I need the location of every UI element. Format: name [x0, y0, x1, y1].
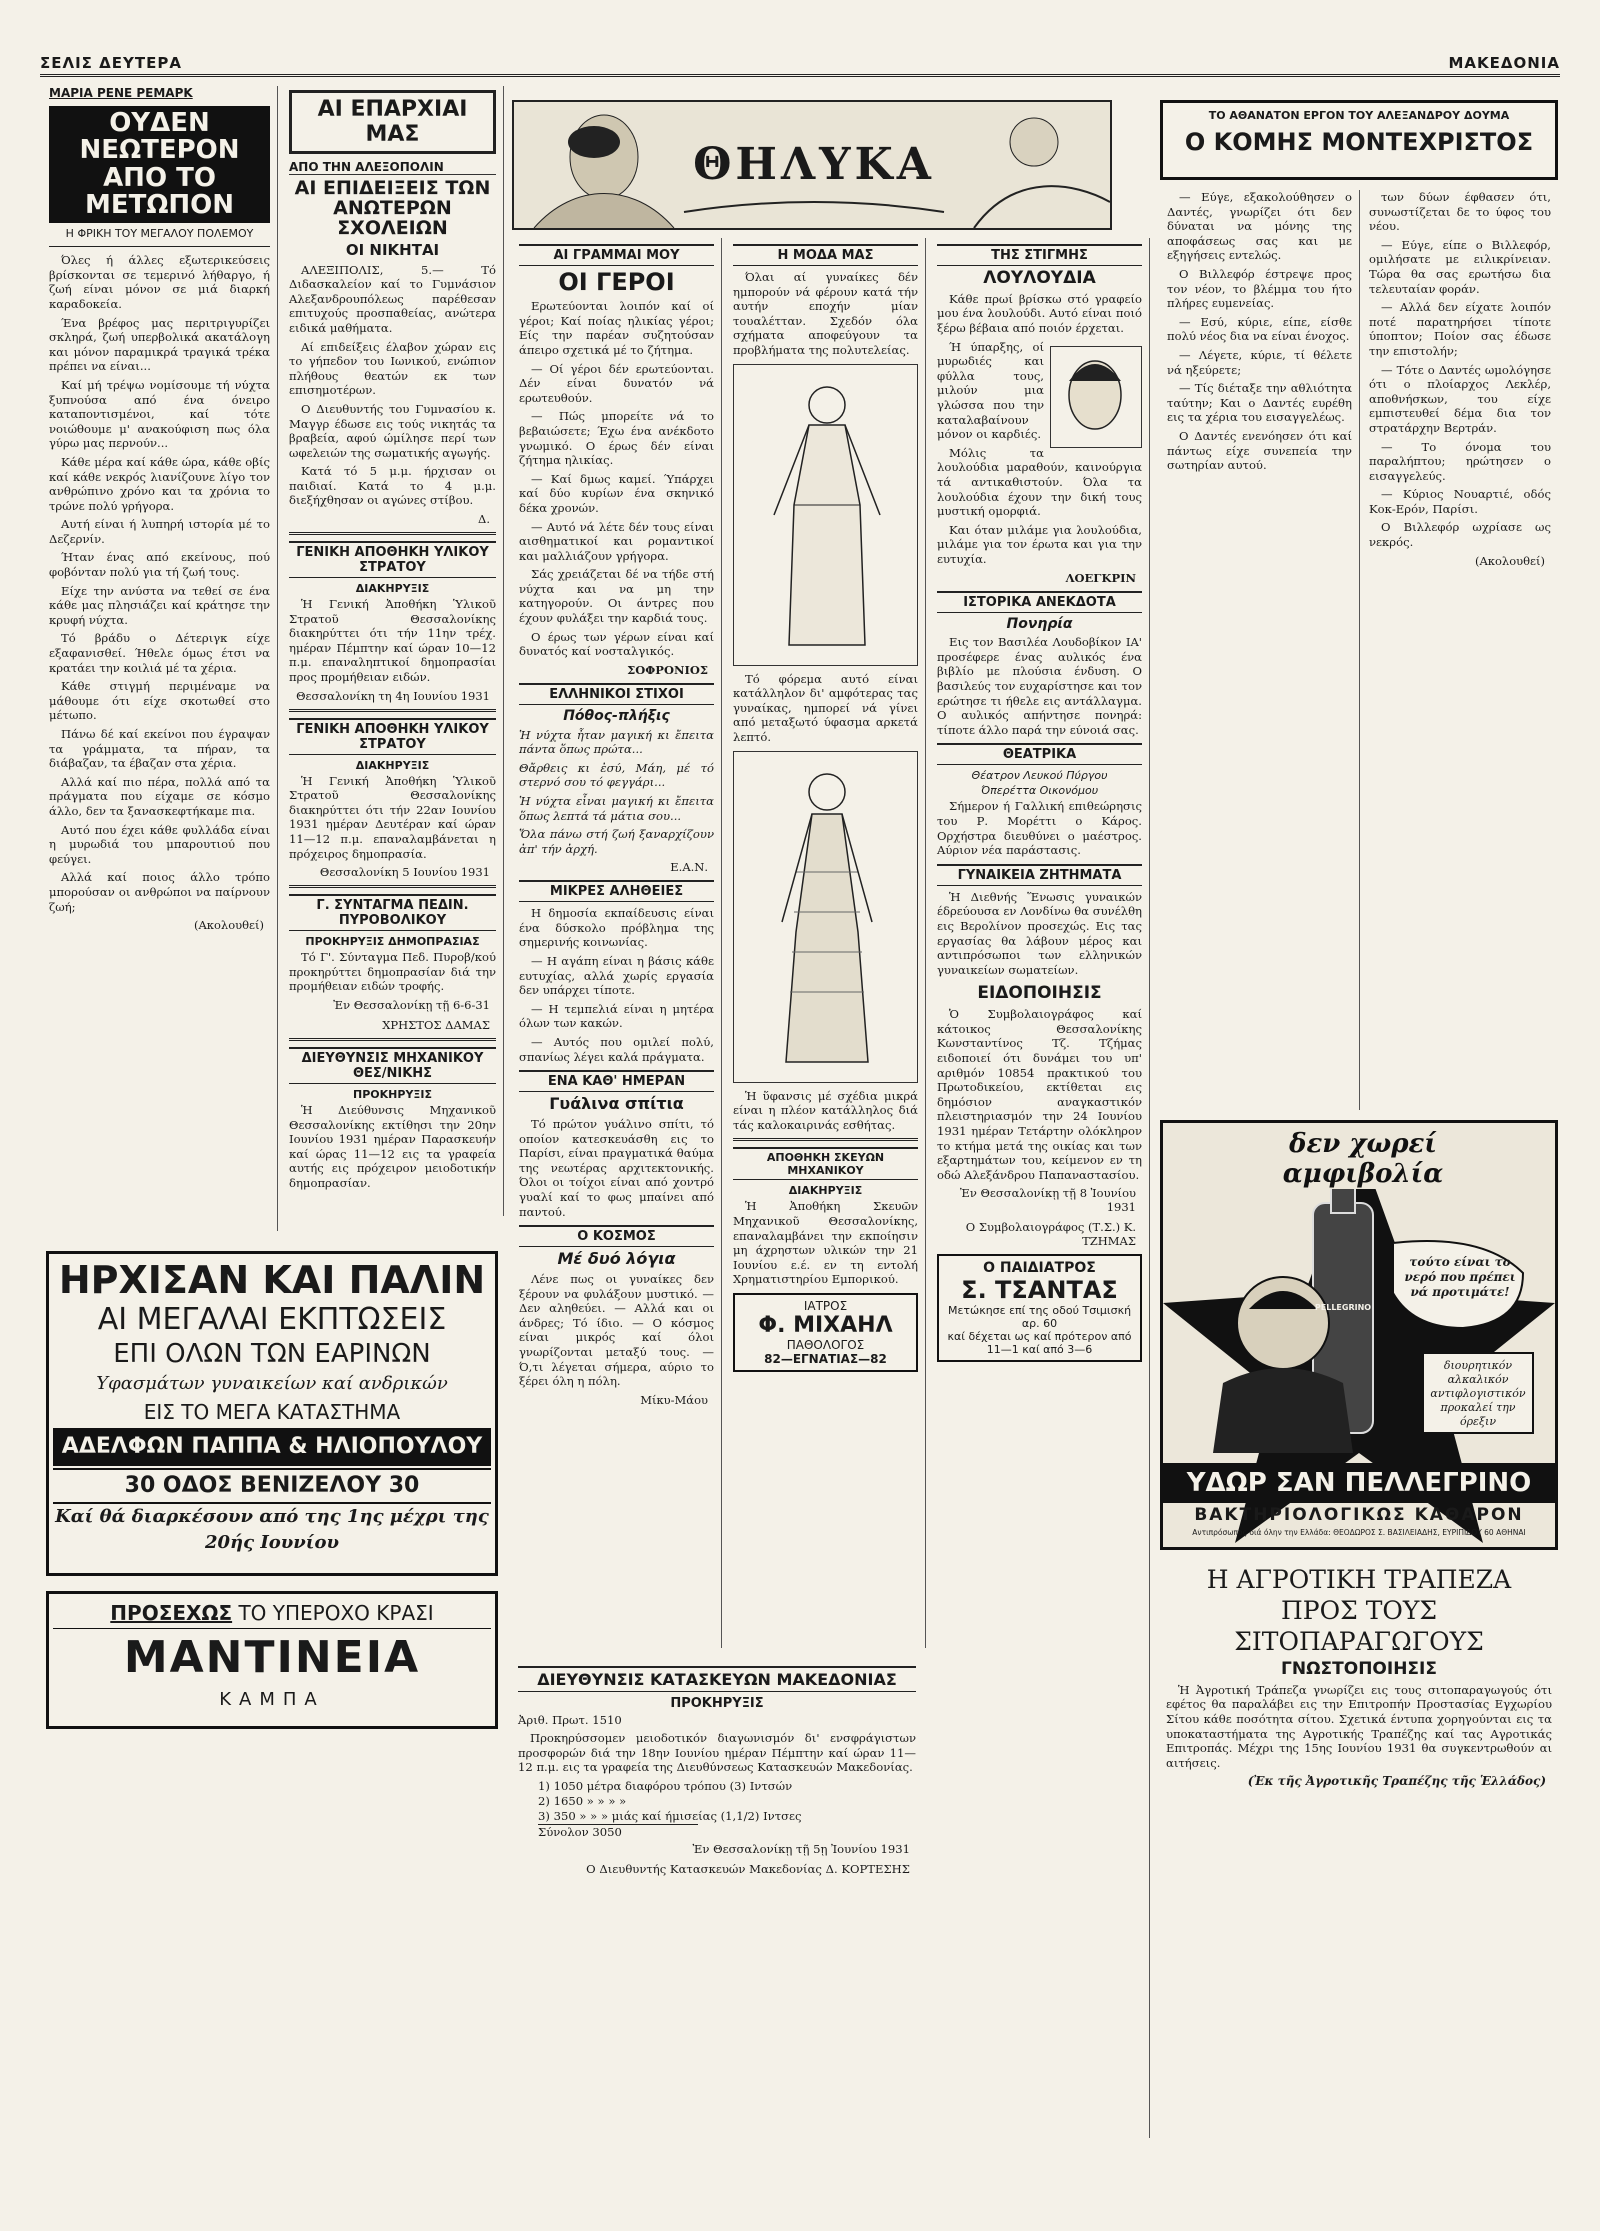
notice-date: Θεσσαλονίκη τη 4η Ιουνίου 1931 [296, 688, 490, 703]
paragraph: των δύων έφθασεν ότι, συνωστίζεται δε το ύφος του νέου. [1369, 190, 1551, 234]
ad-brand: ΜΑΝΤΙΝΕΙΑ [123, 1632, 421, 1683]
paragraph: — Τότε ο Δαντές ωμολόγησε ότι ο πλοίαρχος Λεκλέρ, αποθνήσκων, του είχε εμπιστευθεί δέμα δια τον στρατάρχην Βερτράν. [1369, 362, 1551, 435]
notice-subtitle: ΠΡΟΚΗΡΥΞΙΣ [353, 1087, 432, 1101]
continued-note: (Ακολουθεί) [1475, 553, 1545, 568]
article-subtitle: Μέ δυό λόγια [557, 1249, 676, 1269]
section-head: ΓΥΝΑΙΚΕΙΑ ΖΗΤΗΜΑΤΑ [937, 864, 1142, 886]
notice-signer: Ο Διευθυντής Κατασκευών Μακεδονίας Δ. ΚΟΡΤΕΣΗΣ [586, 1861, 910, 1876]
notice-date: Ἐν Θεσσαλονίκῃ τῇ 6-6-31 [333, 997, 490, 1012]
paragraph: — Εύγε, είπε ο Βιλλεφόρ, ομιλήσατε με ειλικρίνειαν. Τώρα θα σας ερωτήσω δια τελευταίαν φοράν. [1369, 237, 1551, 296]
section-head: ΑΙ ΓΡΑΜΜΑΙ ΜΟΥ [519, 244, 714, 266]
ad-slogan: δεν χωρεί αμφιβολία [1223, 1129, 1503, 1189]
paragraph: — Οί γέροι δέν ερωτεύονται. Δέν είναι δυνατόν νά ερωτευθούν. [519, 361, 714, 405]
section-head: ΜΙΚΡΕΣ ΑΛΗΘΕΙΕΣ [519, 880, 714, 902]
article-subheadline: Η ΦΡΙΚΗ ΤΟΥ ΜΕΓΑΛΟΥ ΠΟΛΕΜΟΥ [65, 227, 254, 241]
ad-mantineia-wine [46, 1591, 498, 1729]
paragraph: — Αλλά δεν είχατε λοιπόν ποτέ παρατηρήσει τίποτε ύποπτον; Ποίον σας έδωσε την επιστολήν; [1369, 300, 1551, 358]
notice-signer: Ο Συμβολαιογράφος (Τ.Σ.) Κ. ΤΖΗΜΑΣ [965, 1220, 1136, 1249]
paragraph: Μόλις τα λουλούδια μαραθούν, καινούργια τά αντικαθιστούν. Όλα τα λουλούδια έχουν την δική τους μυστική ομορφιά. [937, 445, 1142, 519]
paragraph: — Καί δμως καμεί. Ύπάρχει καί δύο κυρίων ένα σκηνικό δέκα χρονών. [519, 471, 714, 515]
banner-title: ΘΗΛΥΚΑ [693, 139, 935, 190]
column-monte-b [1362, 190, 1558, 1110]
notice-text: Ἡ Γενική Ἀποθήκη Ὑλικοῦ Στρατοῦ Θεσσαλονίκης διακηρύττει ότι τήν 11ην τρέχ. ημέραν Πέμπτην καί ώραν 10—12 π.μ. επαναληπτικοί δημοπρασίαι προς προμήθειαν ειδών. [289, 597, 496, 685]
ad-line: ΕΙΣ ΤΟ ΜΕΓΑ ΚΑΤΑΣΤΗΜΑ [143, 1400, 401, 1424]
ad-claim: διουρητικόν αλκαλικόν αντιφλογιστικόν προκαλεί την όρεξιν [1430, 1359, 1526, 1428]
ad-san-pellegrino [1160, 1120, 1558, 1550]
ad-line: Υφασμάτων γυναικείων καί ανδρικών [96, 1373, 448, 1394]
ad-line: Μετώκησε επί της οδού Τσιμισκή αρ. 60 [947, 1304, 1132, 1331]
ad-store-sales [46, 1251, 498, 1576]
notice-source: (Ἐκ τῆς Ἀγροτικῆς Τραπέζης τῆς Ἑλλάδος) [1247, 1774, 1546, 1789]
paragraph: Αί επιδείξεις έλαβον χώραν εις το γήπεδον του Ιωνικού, ενώπιον πλήθους θεατών εκ των επισημοτέρων. [289, 339, 496, 398]
monte-cristo-header [1160, 100, 1558, 180]
notice-number: Ἀριθ. Πρωτ. 1510 [518, 1713, 622, 1727]
ad-line: ΤΟ ΥΠΕΡΟΧΟ ΚΡΑΣΙ [238, 1601, 434, 1625]
poem-line: Ἡ νύχτα εἶναι μαγική κι ἔπειτα ὅπως λεπτά τά μάτια σου... [519, 793, 714, 823]
paragraph: — Λέγετε, κύριε, τί θέλετε νά ηξεύρετε; [1167, 347, 1352, 377]
poem-line: Ὅλα πάνω στή ζωή ξαναρχίζουν ἀπ' τήν ἀρχή. [519, 827, 714, 856]
article-signature: Μίκυ-Μάου [640, 1392, 708, 1407]
ad-line: ΠΡΟΣΕΧΩΣ [110, 1601, 233, 1625]
page-label: ΣΕΛΙΣ ΔΕΥΤΕΡΑ [40, 54, 182, 72]
notice-item: 2) 1650 » » » » [538, 1793, 627, 1808]
notice-title: ΔΙΕΥΘΥΝΣΙΣ ΚΑΤΑΣΚΕΥΩΝ ΜΑΚΕΔΟΝΙΑΣ [518, 1666, 916, 1692]
ad-bubble: τούτο είναι το νερό που πρέπει νά προτιμάτε! [1404, 1255, 1516, 1299]
article-signature: ΣΟΦΡΟΝΙΟΣ [627, 662, 708, 677]
paper-name: ΜΑΚΕΔΟΝΙΑ [1448, 54, 1560, 72]
notice-text: Ἡ Ἀγροτική Τράπεζα γνωρίζει εις τους σιτοπαραγωγούς ότι εφέτος θα παραλάβει εις την Επιτροπήν Προστασίας Εγχωρίου Σίτου κάθε ποσότητα σίτου. Σχετικά έντυπα χορηγούνται εις τα υποκαταστήματα της Αγροτικής Τραπέζης καί τας Αγροτικάς Επιτροπάς. Μέχρι της 15ης Ιουνίου 1931 θα συγκεντρωθούν αι αιτήσεις. [1166, 1682, 1552, 1770]
ad-line: ΙΑΤΡΟΣ [803, 1298, 848, 1313]
notice-subtitle: ΔΙΑΚΗΡΥΞΙΣ [788, 1184, 863, 1198]
paragraph: Η δημοσία εκπαίδευσις είναι ένα δύσκολο πρόβλημα της σημερινής κοινωνίας. [519, 906, 714, 950]
column-moment [930, 238, 1150, 2138]
notice-agricultural-bank [1160, 1560, 1558, 2220]
ad-pediatrician [937, 1254, 1142, 1362]
notice-item: 1) 1050 μέτρα διαφόρου τρόπου (3) Ιντσών [538, 1778, 793, 1793]
notice-text: Προκηρύσσομεν μειοδοτικόν διαγωνισμόν δι' ενσφράγιστων προσφορών διά την 18ην Ιουνίου ημέραν Πέμπτην καί ώραν 11—12 π.μ. εις τα γραφεία της Διευθύνσεως Κατασκευών Μακεδονίας. [518, 1731, 916, 1775]
paragraph: Κάθε πρωί βρίσκω στό γραφείο μου ένα λουλούδι. Αυτό είναι ποιό ξέρω βέβαια από ποιόν έρχεται. [937, 291, 1142, 336]
article-headline: ΟΥΔΕΝ ΝΕΩΤΕΡΟΝ ΑΠΟ ΤΟ ΜΕΤΩΠΟΝ [49, 106, 270, 223]
masthead [40, 52, 1560, 77]
paragraph: Κάθε μέρα καί κάθε ώρα, κάθε οβίς καί κάθε νεκρός λιανίζουνε λίγο τον ανθρώπινο χρόνο και τα χρόνια το τρώνε πολύ γρήγορα. [49, 454, 270, 513]
section-head: Η ΜΟΔΑ ΜΑΣ [733, 244, 918, 266]
paragraph: — Εσύ, κύριε, είπε, είσθε πολύ νέος δια να είναι ένοχος. [1167, 314, 1352, 344]
article-title: ΟΙ ΓΕΡΟΙ [558, 268, 675, 296]
paragraph: — Η αγάπη είναι η βάσις κάθε ευτυχίας, αλλά χωρίς εργασία δεν υπάρχει τίποτε. [519, 954, 714, 998]
ad-line: ΑΙ ΜΕΓΑΛΑΙ ΕΚΠΤΩΣΕΙΣ [97, 1302, 447, 1337]
paragraph: — Εύγε, εξακολούθησεν ο Δαντές, γνωρίζει ότι δεν δύναται να μόνης της αποφάσεως σας και με εξηγήσεις εντελώς. [1167, 190, 1352, 263]
ad-line: ΗΡΧΙΣΑΝ ΚΑΙ ΠΑΛΙΝ [58, 1258, 486, 1302]
article-kicker: ΑΠΟ ΤΗΝ ΑΛΕΞΟΠΟΛΙΝ [289, 160, 496, 175]
article-title: Γυάλινα σπίτια [549, 1094, 684, 1114]
paragraph: Αλλά καί ποιος άλλο τρόπο μπορούσαν οι ανθρώποι να παίρνουν ζωή; [49, 870, 270, 914]
paragraph: Όλες ή άλλες εξωτερικεύσεις βρίσκονται σε τεμερινό λήθαργο, ή ζωή είναι μόνον σε μιά διαρκή καραδοκεία. [49, 253, 270, 311]
paragraph: Αυτό που έχει κάθε φυλλάδα είναι η μυρωδιά του μπαρουτιού που φεύγει. [49, 822, 270, 866]
paragraph: Λένε πως οι γυναίκες δεν ξέρουν να φυλάξουν μυστικό. — Δεν αληθεύει. — Αλλά και οι άνδρες; Τό ίδιο. — Ο κόσμος είναι μικρός καί όλοι γνωρίζονται μεταξύ τους. — Ό,τι λέγεται σήμερα, αύριο το ξέρει όλη η πόλη. [519, 1271, 714, 1389]
paragraph: Ὁ Συμβολαιογράφος καί κάτοικος Θεσσαλονίκης Κωνσταντίνος Τζ. Τζήμας ειδοποιεί ότι δυνάμει του υπ' αριθμόν 10854 πρακτικού του Πρωτοδικείου, εκτίθεται εις δημόσιον αναγκαστικόν πλειστηριασμόν την 24 Ιουνίου 1931 ημέραν Τετάρτην ολόκληρον το κτήμα μετά της οικίας και των εξαρτημάτων του, κείμενον εν τη οδώ Αλεξάνδρου Παπαναστασίου. [937, 1007, 1142, 1182]
paragraph: Σήμερον ή Γαλλική επιθεώρησις του Ρ. Μορέττι ο Κάρος. Ορχήστρα διευθύνει ο μαέστρος. Αύριον νέα παράστασις. [937, 799, 1142, 858]
paragraph: Αλλά καί πιο πέρα, πολλά από τα πράγματα που είχαμε σε κόσμο άλλο, δεν τα ξανασκεφτήκαμε πια. [49, 774, 270, 818]
article-title: ΑΙ ΕΠΙΔΕΙΞΕΙΣ ΤΩΝ ΑΝΩΤΕΡΩΝ ΣΧΟΛΕΙΩΝ [294, 177, 491, 239]
article-subtitle: ΟΙ ΝΙΚΗΤΑΙ [345, 240, 440, 259]
poem-signature: Ε.Α.Ν. [670, 860, 708, 875]
section-head: ΙΣΤΟΡΙΚΑ ΑΝΕΚΔΟΤΑ [937, 591, 1142, 613]
section-head: Ο ΚΟΣΜΟΣ [519, 1225, 714, 1247]
notice-subtitle: ΔΙΑΚΗΡΥΞΙΣ [355, 582, 430, 596]
poem-line: Θἄρθεις κι ἐσύ, Μάη, μέ τό στερνό σου τό φεγγάρι... [519, 760, 714, 790]
paragraph: Κατά τό 5 μ.μ. ήρχισαν οι παιδιαί. Κατά το 4 μ.μ. διεξήχθησαν οι αγώνες στίβου. [289, 464, 496, 508]
notice-text: Ἡ Ἀποθήκη Σκευῶν Μηχανικοῦ Θεσσαλονίκης, επαναλαμβάνει την εκποίησιν μη άχρηστων υλικών την 21 Ιουνίου ε.έ. εν τη εντολή Χρηματιστηρίου Εμπορικού. [733, 1199, 918, 1287]
paragraph: Ο έρως των γέρων είναι καί δυνατός καί νοσταλγικός. [519, 629, 714, 659]
paragraph: Είχε την ανύστα να τεθεί σε ένα κάθε μας πλησιάζει καί κράτησε την κρυφή νύχτα. [49, 583, 270, 627]
theatre-name: Θέατρον Λευκού Πύργου [971, 769, 1108, 783]
poem-line: Ἡ νύχτα ἦταν μαγική κι ἔπειτα πάντα ὅπως πρώτα... [519, 727, 714, 757]
continued-note: (Ακολουθεί) [194, 918, 264, 933]
ad-line: ΑΔΕΛΦΩΝ ΠΑΠΠΑ & ΗΛΙΟΠΟΥΛΟΥ [53, 1428, 491, 1466]
paragraph: Ήταν ένας από εκείνους, πού φοβόνταν πολύ για τή ζωή τους. [49, 550, 270, 580]
paragraph: Τό πρώτον γυάλινο σπίτι, τό οποίον κατεσκευάσθη εις το Παρίσι, είναι πραγματικά θαύμα της νεωτέρας αρχιτεκτονικής. Όλοι οι τοίχοι είναι από χοντρό γυαλί καί το φως μπαίνει από παντού. [519, 1117, 714, 1219]
paragraph: ΑΛΕΞΙΠΟΛΙΣ, 5.— Τό Διδασκαλείον καί το Γυμνάσιον Αλεξανδρουπόλεως παρέθεσαν επιτυχούς προσπαθείας, ανώτερα ειδικά μαθήματα. [289, 262, 496, 335]
ad-line: 82—ΕΓΝΑΤΙΑΣ—82 [764, 1351, 887, 1366]
ad-line: 30 ΟΔΟΣ ΒΕΝΙΖΕΛΟΥ 30 [53, 1468, 491, 1504]
notice-text: Ἡ Διεύθυνσις Μηχανικοῦ Θεσσαλονίκης εκτίθησι την 20ην Ιουνίου 1931 ημέραν Παρασκευήν καί ώρας 11—12 εις τα γραφεία αυτής εις πρόχειρον μειοδοτικήν δημοπρασίαν. [289, 1102, 496, 1190]
paragraph: Σάς χρειάζεται δέ να τήδε στή νύχτα και να μη την κατηγορούν. Οι άντρες που έχουν φυλάξει την καρδιά τους. [519, 567, 714, 626]
ad-line: καί δέχεται ως καί πρότερον από 11—1 καί από 3—6 [947, 1330, 1132, 1357]
ad-line: ΠΑΘΟΛΟΓΟΣ [786, 1337, 865, 1352]
paragraph: Καί μή τρέψω νομίσουμε τή νύχτα ξυπνούσα από ένα όνειρο καταποντισμένοι, καί τότε νοιώθουμε μ' ανακούφιση πως όλα γύρω μας περνούν... [49, 377, 270, 451]
section-head: ΕΙΔΟΠΟΙΗΣΙΣ [977, 983, 1102, 1004]
paragraph: Τό φόρεμα αυτό είναι κατάλληλον δι' αμφότερας τας γυναίκας, ημπορεί νά γίνει από μεταξωτό ύφασμα αρκετά λεπτό. [733, 671, 918, 744]
notice-total: Σύνολον 3050 [538, 1824, 698, 1840]
paragraph: — Αυτός που ομιλεί πολύ, σπανίως λέγει καλά πράγματα. [519, 1035, 714, 1064]
paragraph: Ἡ ὕφανσις μέ σχέδια μικρά είναι η πλέον κατάλληλος διά τάς καλοκαιρινάς εσθήτας. [733, 1088, 918, 1132]
notice-text: Ἡ Γενική Ἀποθήκη Ὑλικοῦ Στρατοῦ Θεσσαλονίκης διακηρύττει ότι τήν 22αν Ιουνίου 1931 ημέραν Δευτέραν καί ώραν 11—12 π.μ. επαναλαμβάνεται η πρόχειρος δημοπρασία. [289, 773, 496, 861]
article-title: ΛΟΥΛΟΥΔΙΑ [983, 268, 1096, 288]
ad-line: Ο ΠΑΙΔΙΑΤΡΟΣ [983, 1260, 1096, 1277]
paragraph: Εις τον Βασιλέα Λουδοβίκον ΙΑ' προσέφερε ένας αυλικός ένα βιβλίο με πλούσια ένδυση. Ο βασιλεύς τον ευχαρίστησε και τον ερώτησε τι ήθελε εις αντάλλαγμα. Ο αυλικός απήντησε πονηρά: τίποτε άλλο παρά την εύνοιά σας. [937, 635, 1142, 737]
serial-kicker: ΤΟ ΑΘΑΝΑΤΟΝ ΕΡΓΟΝ ΤΟΥ ΑΛΕΞΑΝΔΡΟΥ ΔΟΥΜΑ [1208, 109, 1510, 122]
paragraph: Ἡ Διεθνής Ἕνωσις γυναικών έδρεύουσα εν Λονδίνω θα συνέλθη εις Βερολίνον προσεχώς. Εις τας εργασίας θα λάβουν μέρος και αντιπρόσωποι των ελληνικών γυναικείων σωματείων. [937, 889, 1142, 977]
paragraph: — Πώς μπορείτε νά το βεβαιώσετε; Έχω ένα ανέκδοτο γνωμικό. Ο έρως δέν είναι ζήτημα ηλικίας. [519, 409, 714, 468]
paragraph: — Η τεμπελιά είναι η μητέρα όλων των κακών. [519, 1001, 714, 1031]
notice-title: Η ΑΓΡΟΤΙΚΗ ΤΡΑΠΕΖΑ ΠΡΟΣ ΤΟΥΣ ΣΙΤΟΠΑΡΑΓΩΓΟΥΣ [1206, 1565, 1512, 1656]
serial-title: Ο ΚΟΜΗΣ ΜΟΝΤΕΧΡΙΣΤΟΣ [1184, 128, 1534, 156]
paragraph: Και όταν μιλάμε για λουλούδια, μιλάμε για τον έρωτα και για την ευτυχία. [937, 522, 1142, 566]
section-headline: ΑΙ ΕΠΑΡΧΙΑΙ ΜΑΣ [289, 90, 496, 154]
article-signature: Δ. [478, 512, 490, 527]
portrait-illustration [1050, 346, 1142, 448]
article-title: Πονηρία [1006, 615, 1073, 632]
column-remarque [42, 86, 278, 1231]
column-fashion [726, 238, 926, 1648]
ad-line: Καί θά διαρκέσουν από της 1ης μέχρι της 20ής Ιουνίου [55, 1506, 489, 1553]
paragraph: Πάνω δέ καί εκείνοι που έγραψαν τα γράμματα, τα πήραν, τα διάβαζαν, τα έβαζαν στα χέρια. [49, 727, 270, 771]
notice-subtitle: ΠΡΟΚΗΡΥΞΙΣ [670, 1696, 764, 1711]
paragraph: — Τίς διέταξε την αθλιότητα ταύτην; Και ο Δαντές ευρέθη εις τα χέρια του εισαγγελέως. [1167, 381, 1352, 425]
notice-signer: ΧΡΗΣΤΟΣ ΔΑΜΑΣ [382, 1017, 490, 1032]
notice-title: ΔΙΕΥΘΥΝΣΙΣ ΜΗΧΑΝΙΚΟΥ ΘΕΣ/ΝΙΚΗΣ [289, 1047, 496, 1084]
paragraph: Ο Δαντές ενενόησεν ότι καί πάντως είχε συνεπεία την σωτηρίαν αυτού. [1167, 428, 1352, 473]
paragraph: Αυτή είναι ή λυπηρή ιστορία μέ το Δεζερνίν. [49, 517, 270, 546]
notice-date: Ἐν Θεσσαλονίκῃ τῇ 5ῃ Ἰουνίου 1931 [692, 1841, 910, 1856]
notice-text: Τό Γ'. Σύνταγμα Πεδ. Πυροβ/κού προκηρύττει δημοπρασίαν διά την προμήθειαν ειδών τροφής. [289, 950, 496, 994]
section-head: ΕΝΑ ΚΑΘ' ΗΜΕΡΑΝ [519, 1070, 714, 1092]
paragraph: Όλαι αί γυναίκες δέν ημπορούν νά φέρουν κατά τήν αυτήν εποχήν μίαν τουαλέτταν. Σχεδόν όλα σχήματα αποφεύγουν τα προβλήματα της πολυτελείας. [733, 270, 918, 357]
ad-line: Φ. ΜΙΧΑΗΛ [758, 1312, 893, 1338]
paragraph: Ή ύπαρξης, οί μυρωδιές και φύλλα τους, μιλούν μια γλώσσα που την καταλαβαίνουν μόνον οι καρδιές. [937, 339, 1044, 442]
notice-subtitle: ΠΡΟΚΗΡΥΞΙΣ ΔΗΜΟΠΡΑΣΙΑΣ [305, 935, 480, 949]
ad-line: Σ. ΤΣΑΝΤΑΣ [961, 1276, 1118, 1305]
ad-agent: Αντιπρόσωπος διά όλην την Ελλάδα: ΘΕΟΔΩΡΟΣ Σ. ΒΑΣΙΛΕΙΑΔΗΣ, ΕΥΡΙΠΙΔΟΥ 60 ΑΘΗΝΑΙ [1192, 1528, 1526, 1537]
notice-title: ΓΕΝΙΚΗ ΑΠΟΘΗΚΗ ΥΛΙΚΟΥ ΣΤΡΑΤΟΥ [289, 718, 496, 755]
paragraph: Κάθε στιγμή περιμέναμε να μάθουμε ότι είχε σκοτωθεί στο μέτωπο. [49, 679, 270, 723]
theatre-company: Όπερέττα Οικονόμου [980, 784, 1099, 798]
ad-doctor [733, 1293, 918, 1372]
ad-product-sub: ΒΑΚΤΗΡΙΟΛΟΓΙΚΩΣ ΚΑΘΑΡΟΝ [1194, 1505, 1524, 1525]
section-head: ΕΛΛΗΝΙΚΟΙ ΣΤΙΧΟΙ [519, 683, 714, 705]
poem-title: Πόθος-πλήξις [563, 707, 670, 724]
paragraph: — Κύριος Νουαρτιέ, οδός Κοκ-Ερόν, Παρίσι. [1369, 487, 1551, 516]
paragraph: Ερωτεύονται λοιπόν καί οί γέροι; Καί ποίας ηλικίας γέροι; Είς την παρέαν συζητούσαν άπειρο σχετικά μέ το ζήτημα. [519, 299, 714, 357]
paragraph: — Το όνομα του παραλήπτου; ηρώτησεν ο εισαγγελεύς. [1369, 439, 1551, 483]
fashion-illustration [733, 364, 918, 666]
ad-line: ΚΑΜΠΑ [219, 1689, 325, 1710]
notice-title: ΑΠΟΘΗΚΗ ΣΚΕΥΩΝ ΜΗΧΑΝΙΚΟΥ [733, 1147, 918, 1180]
column-my-lines [512, 238, 722, 1648]
ad-line: ΕΠΙ ΟΛΩΝ ΤΩΝ ΕΑΡΙΝΩΝ [113, 1339, 431, 1369]
article-signature: ΛΟΕΓΚΡΙΝ [1065, 570, 1136, 585]
article-author: ΜΑΡΙΑ ΡΕΝΕ ΡΕΜΑΡΚ [49, 86, 193, 100]
notice-subtitle: ΔΙΑΚΗΡΥΞΙΣ [355, 758, 430, 772]
bottle-label: PELLEGRINO [1314, 1303, 1372, 1312]
section-head: ΘΕΑΤΡΙΚΑ [937, 743, 1142, 765]
ad-product-name: ΥΔΩΡ ΣΑΝ ΠΕΛΛΕΓΡΙΝΟ [1163, 1463, 1555, 1503]
paragraph: Ο Διευθυντής του Γυμνασίου κ. Μαγγρ έδωσε εις τούς νικητάς τα βραβεία, αφού ώμίλησε περί των ωφελειών της σωματικής αγωγής. [289, 401, 496, 460]
column-monte-a [1160, 190, 1360, 1110]
notice-date: Ἐν Θεσσαλονίκῃ τῇ 8 Ἰουνίου 1931 [960, 1186, 1136, 1215]
paragraph: — Αυτό νά λέτε δέν τους είναι αισθηματικοί και ρομαντικοί και μαλλιάζουν γρήγορα. [519, 519, 714, 563]
fashion-illustration [733, 751, 918, 1083]
column-provinces [282, 86, 504, 1216]
paragraph: Ο Βιλλεφόρ έστρεψε προς τον νέον, το βλέμμα του ήτο πλήρες ευμενείας. [1167, 266, 1352, 311]
notice-item: 3) 350 » » » μιάς καί ήμισείας (1,1/2) Ιντσες [538, 1808, 802, 1823]
paragraph: Τό βράδυ ο Δέτεριγκ είχε εξαφανισθεί. Ήθελε όμως έτσι να κρατάει την κοιλιά μέ τα χέρια. [49, 631, 270, 675]
paragraph: Ένα βρέφος μας περιτριγυρίζει σκληρά, ζωή υπερβολικά ακατάλογη και μόνον παραμικρά τραγικά τρέκα πρέπει να είναι... [49, 315, 270, 374]
notice-date: Θεσσαλονίκη 5 Ιουνίου 1931 [319, 865, 490, 880]
notice-constructions [512, 1660, 922, 2220]
notice-title: ΓΕΝΙΚΗ ΑΠΟΘΗΚΗ ΥΛΙΚΟΥ ΣΤΡΑΤΟΥ [289, 541, 496, 578]
notice-title: Γ. ΣΥΝΤΑΓΜΑ ΠΕΔΙΝ. ΠΥΡΟΒΟΛΙΚΟΥ [289, 894, 496, 931]
paragraph: Ο Βιλλεφόρ ωχρίασε ως νεκρός. [1369, 520, 1551, 550]
notice-subtitle: ΓΝΩΣΤΟΠΟΙΗΣΙΣ [1281, 1659, 1437, 1679]
women-section-banner [512, 100, 1112, 230]
section-head: ΤΗΣ ΣΤΙΓΜΗΣ [937, 244, 1142, 266]
